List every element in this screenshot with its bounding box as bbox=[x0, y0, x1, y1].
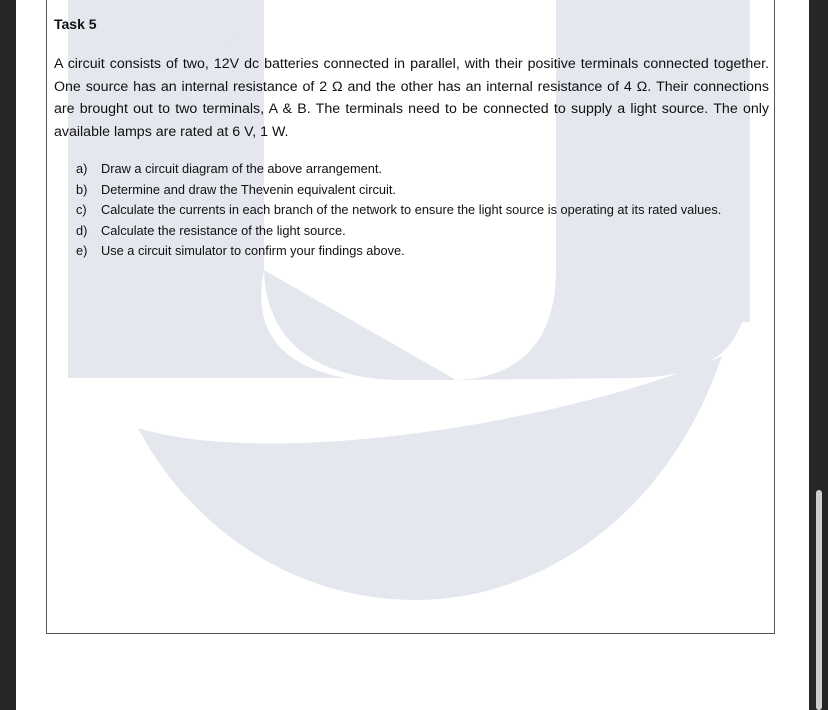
list-item-text: Calculate the resistance of the light source. bbox=[101, 222, 346, 238]
list-item bbox=[76, 180, 721, 201]
task-title: Task 5 bbox=[54, 16, 97, 32]
list-marker: c) bbox=[76, 202, 87, 218]
list-item bbox=[76, 221, 721, 242]
document-page bbox=[16, 0, 809, 710]
list-marker: e) bbox=[76, 243, 88, 259]
list-marker: b) bbox=[76, 181, 88, 197]
list-marker: d) bbox=[76, 222, 88, 238]
list-marker: a) bbox=[76, 161, 88, 176]
list-item bbox=[76, 159, 721, 180]
scrollbar-thumb[interactable] bbox=[816, 490, 822, 710]
list-item-text: Draw a circuit diagram of the above arrangement. bbox=[101, 161, 382, 176]
list-item bbox=[76, 200, 721, 221]
list-item-text: Determine and draw the Thevenin equivalent circuit. bbox=[101, 181, 396, 197]
list-item bbox=[76, 241, 721, 262]
list-item-text: Calculate the currents in each branch of the network to ensure the light source is operating at its rated values. bbox=[101, 202, 722, 218]
task-description: A circuit consists of two, 12V dc batteries connected in parallel, with their positive terminals connected together. One source has an internal resistance of 2 Ω and the other has an internal resistance of 4 Ω. Their connections are brought out to two terminals, A & B. The terminals need to be connected to supply a light source. The only available lamps are rated at 6 V, 1 W. bbox=[54, 56, 769, 140]
task-questions bbox=[76, 159, 721, 262]
list-item-text: Use a circuit simulator to confirm your findings above. bbox=[101, 243, 405, 259]
